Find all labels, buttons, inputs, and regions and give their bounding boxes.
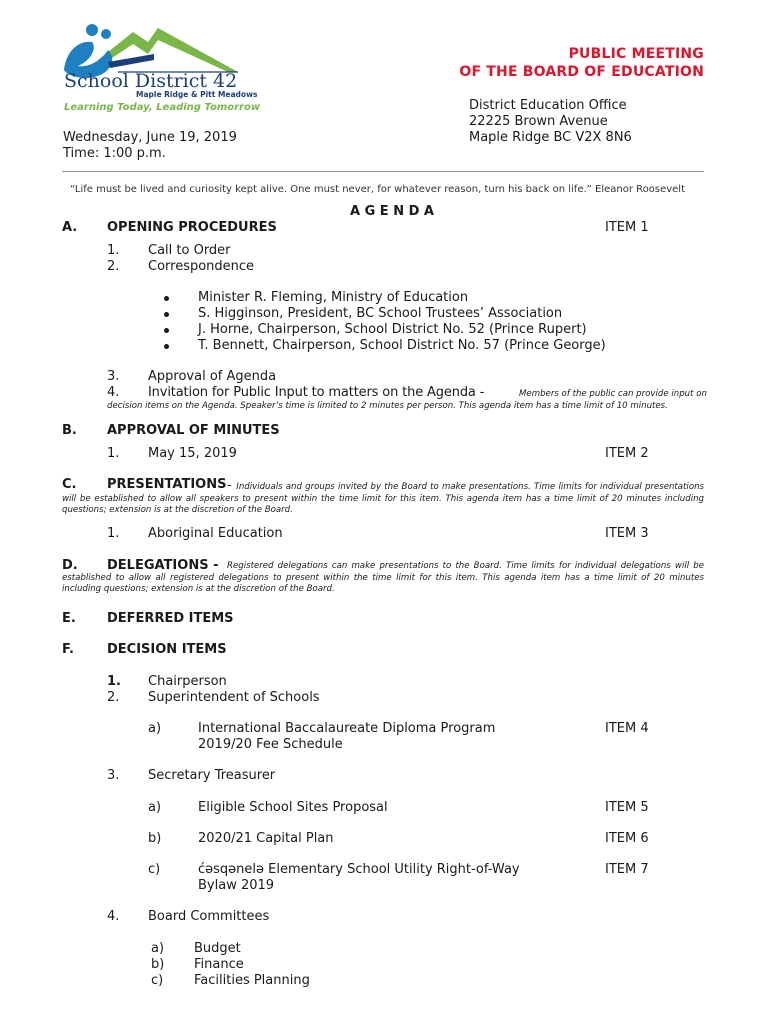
f3b-letter: b) (148, 831, 162, 846)
f2a-label-line2: 2019/20 Fee Schedule (198, 737, 343, 752)
correspondence-item: T. Bennett, Chairperson, School District No. 57 (Prince George) (198, 338, 606, 353)
logo-text: School District 42 (64, 70, 238, 92)
logo-tagline: Learning Today, Leading Tomorrow (64, 102, 261, 113)
a4-number: 4. (107, 385, 120, 400)
section-c-letter: C. (62, 477, 77, 492)
bullet-icon (164, 296, 169, 301)
section-d-letter: D. (62, 558, 78, 573)
a3-number: 3. (107, 369, 120, 384)
correspondence-item: J. Horne, Chairperson, School District No. 52 (Prince Rupert) (198, 322, 587, 337)
section-b-letter: B. (62, 423, 77, 438)
a4-note-line2: decision items on the Agenda. Speaker’s time is limited to 2 minutes per person. This agenda item has a time limit of 10 minutes. (107, 401, 668, 411)
f1-number: 1. (107, 674, 121, 689)
logo-subtitle: Maple Ridge & Pitt Meadows (136, 90, 258, 99)
f4b-label: Finance (194, 957, 244, 972)
section-f-title: DECISION ITEMS (107, 642, 227, 657)
f3c-label-line2: Bylaw 2019 (198, 878, 275, 893)
meeting-date: Wednesday, June 19, 2019 (63, 130, 237, 145)
meeting-title-line2: OF THE BOARD OF EDUCATION (459, 64, 704, 80)
agenda-heading: A G E N D A (350, 204, 434, 219)
f3c-letter: c) (148, 862, 161, 877)
f2a-item: ITEM 4 (605, 721, 649, 736)
a2-label: Correspondence (148, 259, 255, 274)
address-line2: 22225 Brown Avenue (469, 114, 608, 129)
quote: “Life must be lived and curiosity kept alive. One must never, for whatever reason, turn his back on life.” Eleanor Roosevelt (70, 184, 685, 195)
a4-label: Invitation for Public Input to matters on the Agenda - (148, 385, 485, 400)
f4c-letter: c) (151, 973, 164, 988)
section-c-note-text: Individuals and groups invited by the Board to make presentations. Time limits for individual presentations will be established to allow all speakers to present within the time limit for this item. This agenda item has a time limit of 20 minutes including questions; extension is at the discretion of the Board. (62, 482, 705, 515)
meeting-time: Time: 1:00 p.m. (63, 146, 166, 161)
section-b-title: APPROVAL OF MINUTES (107, 423, 280, 438)
section-c-title: PRESENTATIONS (107, 477, 227, 492)
address-line1: District Education Office (469, 98, 627, 113)
section-f-letter: F. (62, 642, 74, 657)
address-line3: Maple Ridge BC V2X 8N6 (469, 130, 632, 145)
f3a-item: ITEM 5 (605, 800, 649, 815)
section-b-item: ITEM 2 (605, 446, 649, 461)
f4a-label: Budget (194, 941, 241, 956)
f4a-letter: a) (151, 941, 165, 956)
section-d-note: Registered delegations can make presentations to the Board. Time limits for individual delegations will be established to allow all registered delegations to present within the time limit for this item. This agenda item has a time limit of 20 minutes including questions; extension is at the discretion of the Board. (62, 561, 704, 594)
f4b-letter: b) (151, 957, 165, 972)
meeting-title-line1: PUBLIC MEETING (568, 46, 704, 62)
f3c-label-line1: ćəsqənelə Elementary School Utility Right-of-Way (198, 862, 520, 877)
section-e-letter: E. (62, 611, 76, 626)
f1-label: Chairperson (148, 674, 227, 689)
c1-label: Aboriginal Education (148, 526, 283, 541)
a3-label: Approval of Agenda (148, 369, 277, 384)
district-logo (58, 20, 261, 115)
b1-label: May 15, 2019 (148, 446, 237, 461)
f3a-letter: a) (148, 800, 162, 815)
f4c-label: Facilities Planning (194, 973, 310, 988)
f4-number: 4. (107, 909, 120, 924)
f3b-item: ITEM 6 (605, 831, 649, 846)
correspondence-item: S. Higginson, President, BC School Trustees’ Association (198, 306, 563, 321)
f3c-item: ITEM 7 (605, 862, 649, 877)
section-a-item: ITEM 1 (605, 220, 649, 235)
section-a-title: OPENING PROCEDURES (107, 220, 277, 235)
a4-note: Members of the public can provide input on (519, 389, 707, 399)
section-c-item: ITEM 3 (605, 526, 649, 541)
f2a-label-line1: International Baccalaureate Diploma Program (198, 721, 496, 736)
f3-label: Secretary Treasurer (148, 768, 276, 783)
a1-label: Call to Order (148, 243, 231, 258)
bullet-icon (164, 328, 169, 333)
a2-number: 2. (107, 259, 120, 274)
bullet-icon (164, 312, 169, 317)
f2a-letter: a) (148, 721, 162, 736)
f2-number: 2. (107, 690, 120, 705)
b1-number: 1. (107, 446, 120, 461)
f2-label: Superintendent of Schools (148, 690, 320, 705)
f3-number: 3. (107, 768, 120, 783)
a1-number: 1. (107, 243, 120, 258)
section-a-letter: A. (62, 220, 78, 235)
f3b-label: 2020/21 Capital Plan (198, 831, 334, 846)
section-c-dash: - (227, 478, 237, 493)
correspondence-item: Minister R. Fleming, Ministry of Education (198, 290, 469, 305)
header-divider (62, 171, 704, 172)
section-e-title: DEFERRED ITEMS (107, 611, 234, 626)
f3a-label: Eligible School Sites Proposal (198, 800, 388, 815)
section-d-title: DELEGATIONS - (107, 558, 219, 573)
section-c-note (62, 480, 704, 517)
f4-label: Board Committees (148, 909, 270, 924)
c1-number: 1. (107, 526, 120, 541)
bullet-icon (164, 344, 169, 349)
